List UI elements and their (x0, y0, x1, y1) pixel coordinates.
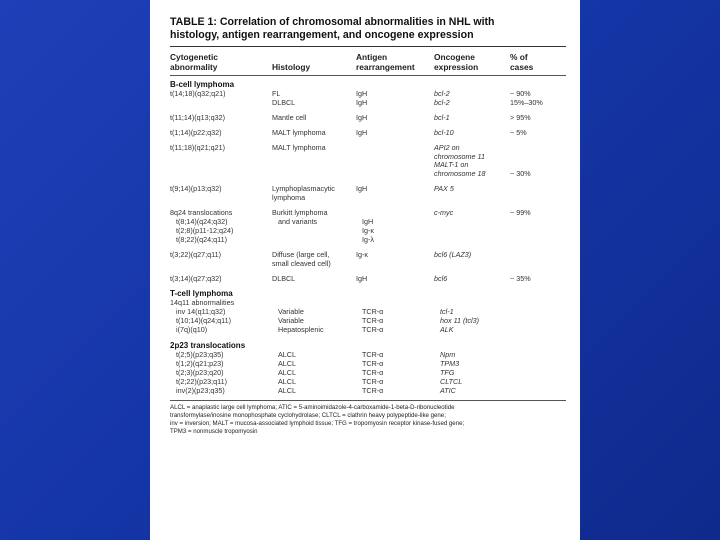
table-body (170, 80, 566, 396)
cell-oncogene: hox 11 (tcl3) (440, 316, 480, 326)
cell-cytogenetic: t(14;18)(q32;q21) (170, 89, 226, 98)
cell-histology: MALT lymphoma (272, 127, 326, 137)
table-row (170, 275, 566, 284)
cell-percent (510, 144, 550, 153)
cell-antigen: TCR-α (362, 385, 384, 395)
footnote-line: TPM3 = nonmuscle tropomyosin (170, 427, 258, 435)
table-row (170, 144, 566, 153)
cell-cytogenetic: t(10;14)(q24;q11) (176, 316, 232, 326)
cell-histology (278, 236, 362, 245)
cell-percent (516, 227, 556, 236)
cell-percent (516, 218, 556, 227)
cell-percent (516, 360, 556, 369)
header-antigen: Antigen rearrangement (356, 52, 415, 72)
cell-percent: ~ 90% (510, 89, 531, 98)
cell-oncogene (434, 194, 510, 203)
title-line-1: TABLE 1: Correlation of chromosomal abnormalities in NHL with (170, 16, 495, 28)
cell-antigen (356, 153, 434, 162)
table-row (170, 185, 566, 194)
cell-percent: ~ 30% (510, 169, 531, 179)
cell-cytogenetic (170, 260, 272, 269)
section-heading: T-cell lymphoma (170, 289, 233, 299)
cell-antigen: TCR-α (362, 367, 384, 377)
cell-histology (272, 170, 356, 179)
table-row (170, 153, 566, 162)
cell-histology: Hepatosplenic (278, 325, 324, 335)
cell-oncogene (440, 227, 516, 236)
table-row (170, 326, 566, 335)
cell-oncogene: bcl-10 (434, 127, 454, 137)
cell-oncogene: bcl-1 (434, 112, 450, 122)
cell-cytogenetic: inv(2)(p23;q35) (176, 385, 225, 395)
cell-antigen: IgH (356, 112, 368, 122)
cell-histology (272, 161, 356, 170)
cell-oncogene: CLTCL (440, 376, 463, 386)
cell-oncogene: tcl-1 (440, 307, 454, 317)
table-row (170, 129, 566, 138)
cell-oncogene: ATIC (440, 385, 456, 395)
cell-antigen: IgH (356, 184, 368, 194)
cell-histology: Burkitt lymphoma (272, 208, 328, 218)
header-cytogenetic: Cytogenetic abnormality (170, 52, 218, 72)
cell-oncogene (440, 236, 516, 245)
cell-histology: MALT lymphoma (272, 142, 326, 152)
cell-cytogenetic: t(2;8)(p11-12;q24) (176, 225, 234, 235)
cell-histology: Variable (278, 316, 304, 326)
table-row (170, 90, 566, 99)
cell-percent (510, 260, 550, 269)
header-oncogene: Oncogene expression (434, 52, 479, 72)
footnote (170, 401, 566, 436)
cell-histology: Mantle cell (272, 112, 307, 122)
header-percent: % of cases (510, 52, 534, 72)
table-row (170, 170, 566, 179)
cell-cytogenetic (170, 194, 272, 203)
cell-oncogene: ALK (440, 325, 454, 335)
footnote-line: ALCL = anaplastic large cell lymphoma; ATIC = 5-aminoimidazole-4-carboxamide-1-beta-D-ribonucleotide (170, 403, 455, 411)
cell-histology: ALCL (278, 358, 296, 368)
cell-percent (510, 185, 550, 194)
cell-cytogenetic: t(2;3)(p23;q20) (176, 367, 224, 377)
cell-oncogene (440, 218, 516, 227)
cell-oncogene (434, 260, 510, 269)
header-histology: Histology (272, 62, 311, 72)
cell-antigen: TCR-α (362, 307, 384, 317)
cell-antigen: TCR-α (362, 376, 384, 386)
cell-cytogenetic: t(1;2)(q21;p23) (176, 358, 224, 368)
table-page (150, 0, 580, 540)
table-row (170, 387, 566, 396)
cell-antigen: IgH (356, 97, 368, 107)
cell-percent (510, 299, 550, 308)
cell-antigen: Ig-κ (356, 249, 368, 259)
cell-antigen: IgH (356, 89, 368, 98)
cell-antigen: IgH (356, 127, 368, 137)
cell-cytogenetic (170, 170, 272, 179)
cell-oncogene: TPM3 (440, 358, 460, 368)
cell-histology: FL (272, 89, 281, 98)
cell-cytogenetic: inv 14(q11;q32) (176, 307, 226, 317)
cell-histology: DLBCL (272, 273, 296, 283)
cell-antigen (356, 194, 434, 203)
cell-oncogene: bcl-2 (434, 89, 450, 98)
table-row (170, 161, 566, 170)
section-heading: 2p23 translocations (170, 341, 246, 351)
cell-histology: Diffuse (large cell, (272, 249, 330, 259)
table-header (170, 47, 566, 75)
cell-percent (516, 308, 556, 317)
cell-antigen (356, 260, 434, 269)
cell-cytogenetic: t(2;5)(p23;q35) (176, 350, 224, 360)
cell-antigen (356, 170, 434, 179)
cell-cytogenetic: t(8;22)(q24;q11) (176, 234, 228, 244)
cell-antigen: Ig-λ (362, 234, 374, 244)
cell-antigen: TCR-α (362, 325, 384, 335)
cell-histology: small cleaved cell) (272, 258, 331, 268)
cell-histology: ALCL (278, 376, 296, 386)
cell-cytogenetic: i(7q)(q10) (176, 325, 208, 335)
cell-percent (510, 153, 550, 162)
cell-percent (510, 251, 550, 260)
cell-percent: ~ 5% (510, 127, 527, 137)
cell-antigen (356, 144, 434, 153)
cell-histology (272, 153, 356, 162)
cell-cytogenetic (170, 153, 272, 162)
table-title (170, 16, 566, 42)
table-row (170, 99, 566, 108)
cell-percent (516, 378, 556, 387)
cell-oncogene: chromosome 18 (434, 169, 486, 179)
table-row (170, 236, 566, 245)
cell-cytogenetic: t(11;18)(q21;q21) (170, 142, 226, 152)
table-row (170, 260, 566, 269)
cell-oncogene: Npm (440, 350, 456, 360)
cell-oncogene: c-myc (434, 208, 454, 218)
cell-histology: and variants (278, 216, 318, 226)
cell-cytogenetic (170, 161, 272, 170)
cell-cytogenetic: t(3;14)(q27;q32) (170, 273, 222, 283)
cell-percent (516, 317, 556, 326)
footnote-line: inv = inversion; MALT = mucosa-associated lymphoid tissue; TFG = tropomyosin receptor kinase-fused gene; (170, 419, 465, 427)
cell-antigen: TCR-α (362, 316, 384, 326)
cell-cytogenetic: t(2;22)(p23;q11) (176, 376, 228, 386)
cell-percent: ~ 99% (510, 208, 531, 218)
table-row (170, 114, 566, 123)
cell-oncogene: chromosome 11 (434, 151, 485, 161)
cell-histology: ALCL (278, 350, 296, 360)
title-line-2: histology, antigen rearrangement, and oncogene expression (170, 29, 474, 41)
cell-percent: 15%–30% (510, 97, 543, 107)
cell-cytogenetic: 8q24 translocations (170, 208, 233, 218)
cell-histology: DLBCL (272, 97, 296, 107)
cell-percent (516, 369, 556, 378)
cell-cytogenetic: t(3;22)(q27;q11) (170, 249, 222, 259)
cell-percent (516, 387, 556, 396)
cell-percent: > 95% (510, 112, 531, 122)
cell-oncogene: API2 on (434, 142, 460, 152)
table-row (170, 194, 566, 203)
cell-antigen: IgH (362, 216, 374, 226)
cell-histology: ALCL (278, 385, 296, 395)
cell-histology: Variable (278, 307, 304, 317)
cell-oncogene: bcl6 (434, 273, 448, 283)
cell-oncogene: bcl6 (LAZ3) (434, 249, 472, 259)
cell-histology (278, 227, 362, 236)
cell-cytogenetic: t(9;14)(p13;q32) (170, 184, 222, 194)
cell-percent (516, 351, 556, 360)
cell-histology: lymphoma (272, 193, 306, 203)
cell-percent (510, 194, 550, 203)
cell-cytogenetic: 14q11 abnormalities (170, 298, 235, 308)
cell-histology: Lymphoplasmacytic (272, 184, 335, 194)
cell-cytogenetic (170, 99, 272, 108)
cell-antigen: Ig-κ (362, 225, 374, 235)
cell-antigen: IgH (356, 273, 368, 283)
cell-percent (516, 326, 556, 335)
cell-oncogene: PAX 5 (434, 184, 454, 194)
cell-cytogenetic: t(1;14)(p22;q32) (170, 127, 222, 137)
cell-histology: ALCL (278, 367, 296, 377)
header-rule (170, 75, 566, 76)
cell-percent (516, 236, 556, 245)
table-row (170, 251, 566, 260)
cell-cytogenetic: t(8;14)(q24;q32) (176, 216, 228, 226)
cell-cytogenetic: t(11;14)(q13;q32) (170, 112, 226, 122)
cell-oncogene: MALT-1 on (434, 160, 469, 170)
footnote-line: transformylase/inosine monophosphate cyclohydrolase; CLTCL = clathrin heavy polypeptide-like gene; (170, 411, 446, 419)
cell-antigen: TCR-α (362, 358, 384, 368)
section-heading: B-cell lymphoma (170, 80, 235, 89)
cell-percent: ~ 35% (510, 273, 531, 283)
cell-antigen (356, 161, 434, 170)
cell-oncogene: bcl-2 (434, 97, 450, 107)
cell-oncogene: TFG (440, 367, 455, 377)
cell-antigen: TCR-α (362, 350, 384, 360)
